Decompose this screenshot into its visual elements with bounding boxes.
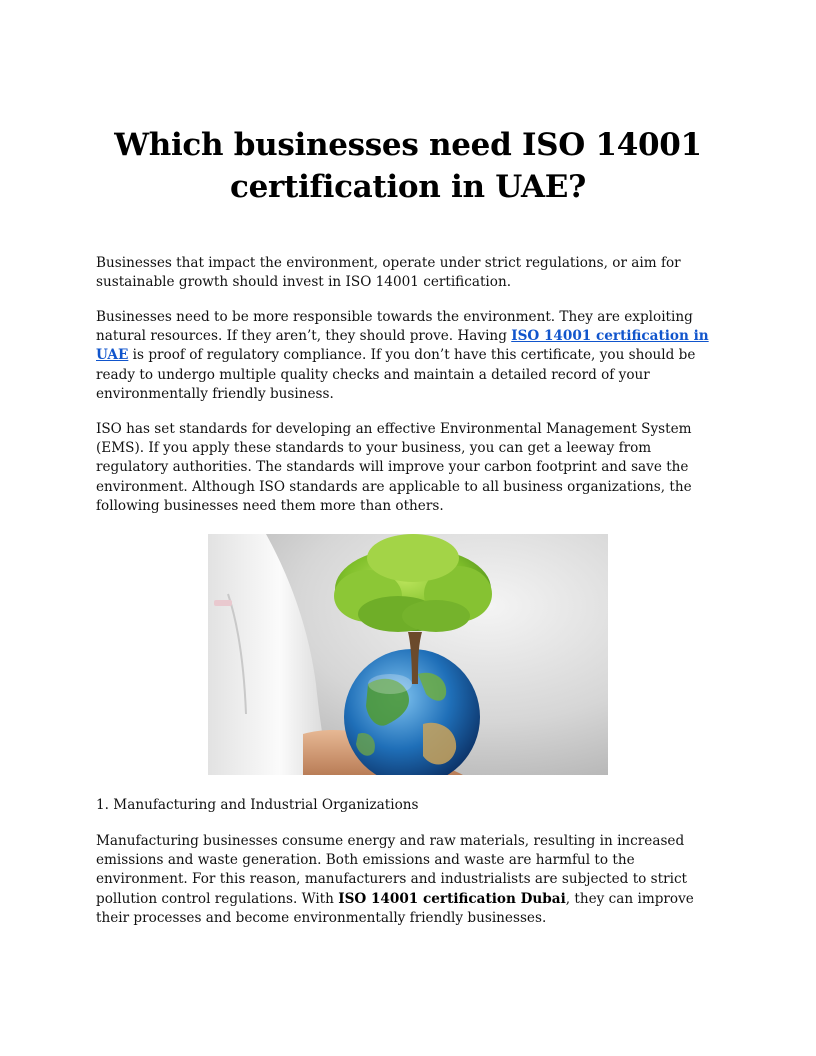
p4-text-before: Manufacturing businesses consume energy and raw materials, resulting in increased emissions and waste generation. Both emissions and waste are harmful to the environment. For this reason, manufacturers and industrialists are subjected to strict pollution control regulations. With xyxy=(96,833,688,907)
page-title xyxy=(96,124,720,208)
p2-text-after: is proof of regulatory compliance. If you don’t have this certificate, you should be ready to undergo multiple quality checks and maintain a detailed record of your environmentally friendly business. xyxy=(96,347,696,402)
p4-text-after: , they can improve their processes and become environmentally friendly businesses. xyxy=(96,890,694,926)
responsibility-paragraph xyxy=(96,308,720,404)
section-heading-manufacturing: 1. Manufacturing and Industrial Organizations xyxy=(96,797,419,813)
iso-certification-uae-link[interactable]: ISO 14001 certification in UAE xyxy=(96,328,709,364)
tree-on-globe-image xyxy=(208,534,608,775)
p2-text-before: Businesses need to be more responsible towards the environment. They are exploiting natural resources. If they aren’t, they should prove. Having xyxy=(96,309,693,345)
intro-paragraph: Businesses that impact the environment, operate under strict regulations, or aim for sustainable growth should invest in ISO 14001 certification. xyxy=(96,255,681,291)
title-line-1: Which businesses need ISO 14001 xyxy=(114,127,702,163)
tree-globe-illustration xyxy=(208,534,608,775)
ems-paragraph: ISO has set standards for developing an effective Environmental Management System (EMS). If you apply these standards to your business, you can get a leeway from regulatory authorities. The standards will improve your carbon footprint and save the environment. Although ISO standards are applicable to all business organizations, the following businesses need them more than others. xyxy=(96,421,692,514)
iso-certification-dubai-bold: ISO 14001 certification Dubai xyxy=(338,890,566,907)
title-line-2: certification in UAE? xyxy=(230,169,586,205)
manufacturing-paragraph xyxy=(96,832,720,928)
